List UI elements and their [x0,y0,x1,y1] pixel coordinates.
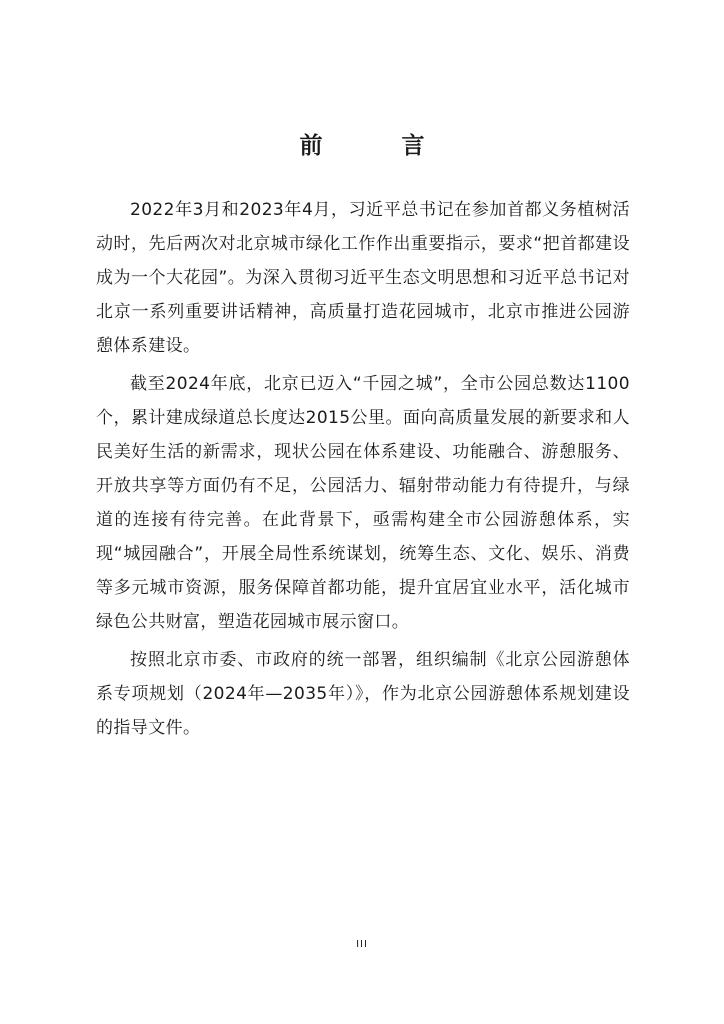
paragraph: 2022年3月和2023年4月，习近平总书记在参加首都义务植树活动时，先后两次对北京城市绿化工作作出重要指示，要求“把首都建设成为一个大花园”。为深入贯彻习近平生态文明思想和习近平总书记对北京一系列重要讲话精神，高质量打造花园城市，北京市推进公园游憩体系建设。 [96,200,630,356]
page-number: III [356,939,368,950]
paragraph: 截至2024年底，北京已迈入“千园之城”，全市公园总数达1100个，累计建成绿道总长度达2015公里。面向高质量发展的新要求和人民美好生活的新需求，现状公园在体系建设、功能融合、游憩服务、开放共享等方面仍有不足，公园活力、辐射带动能力有待提升，与绿道的连接有待完善。在此背景下，亟需构建全市公园游憩体系，实现“城园融合”，开展全局性系统谋划，统筹生态、文化、娱乐、消费等多元城市资源，服务保障首都功能，提升宜居宜业水平，活化城市绿色公共财富，塑造花园城市展示窗口。 [96,374,630,632]
page-title: 前 言 [299,133,453,159]
paragraph: 按照北京市委、市政府的统一部署，组织编制《北京公园游憩体系专项规划（2024年—2035年）》，作为北京公园游憩体系规划建设的指导文件。 [96,650,630,738]
preface-body [96,193,630,749]
